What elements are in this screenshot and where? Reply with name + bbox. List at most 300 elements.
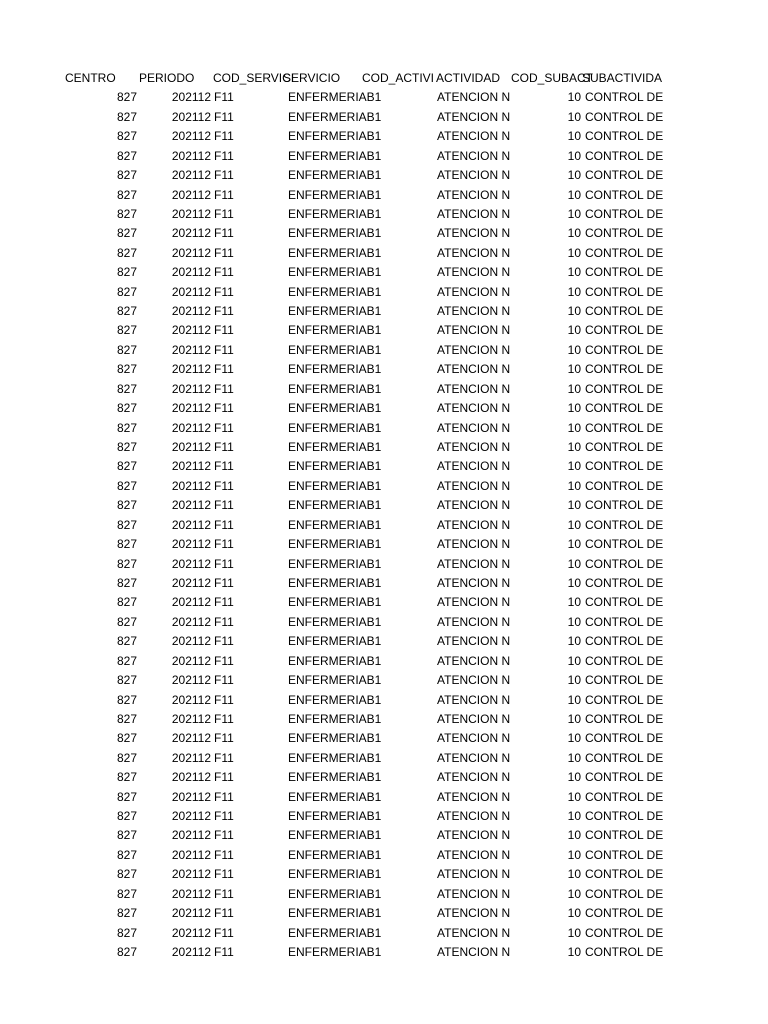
cell-periodo: 202112 — [171, 187, 211, 202]
cell-servicio: ENFERMERIAB1 — [288, 809, 382, 824]
cell-actividad: ATENCION N — [437, 401, 511, 416]
cell-cod-subactividad: 10 — [567, 809, 581, 824]
cell-cod-servicio: F11 — [214, 537, 234, 552]
cell-actividad: ATENCION N — [437, 459, 511, 474]
cell-actividad: ATENCION N — [437, 731, 511, 746]
cell-cod-servicio: F11 — [214, 556, 234, 571]
cell-actividad: ATENCION N — [437, 478, 511, 493]
table-row — [0, 516, 768, 535]
cell-cod-subactividad: 10 — [567, 109, 581, 124]
cell-actividad: ATENCION N — [437, 381, 511, 396]
cell-cod-servicio: F11 — [214, 711, 234, 726]
cell-subactividad: CONTROL DE — [585, 867, 664, 882]
table-row — [0, 729, 768, 748]
cell-actividad: ATENCION N — [437, 653, 511, 668]
cell-centro: 827 — [116, 653, 137, 668]
cell-cod-servicio: F11 — [214, 401, 234, 416]
cell-actividad: ATENCION N — [437, 187, 511, 202]
cell-cod-servicio: F11 — [214, 517, 234, 532]
cell-subactividad: CONTROL DE — [585, 440, 664, 455]
cell-actividad: ATENCION N — [437, 420, 511, 435]
cell-cod-servicio: F11 — [214, 90, 234, 105]
cell-cod-servicio: F11 — [214, 906, 234, 921]
cell-centro: 827 — [116, 90, 137, 105]
cell-centro: 827 — [116, 809, 137, 824]
cell-cod-servicio: F11 — [214, 944, 234, 959]
cell-servicio: ENFERMERIAB1 — [288, 537, 382, 552]
cell-centro: 827 — [116, 595, 137, 610]
cell-centro: 827 — [116, 168, 137, 183]
cell-subactividad: CONTROL DE — [585, 692, 664, 707]
table-row — [0, 632, 768, 651]
cell-cod-subactividad: 10 — [567, 226, 581, 241]
cell-cod-servicio: F11 — [214, 809, 234, 824]
cell-servicio: ENFERMERIAB1 — [288, 440, 382, 455]
cell-cod-servicio: F11 — [214, 575, 234, 590]
cell-cod-servicio: F11 — [214, 440, 234, 455]
cell-servicio: ENFERMERIAB1 — [288, 265, 382, 280]
cell-subactividad: CONTROL DE — [585, 304, 664, 319]
cell-actividad: ATENCION N — [437, 614, 511, 629]
cell-servicio: ENFERMERIAB1 — [288, 304, 382, 319]
table-row — [0, 535, 768, 554]
cell-cod-servicio: F11 — [214, 148, 234, 163]
cell-servicio: ENFERMERIAB1 — [288, 206, 382, 221]
cell-cod-servicio: F11 — [214, 206, 234, 221]
cell-cod-subactividad: 10 — [567, 245, 581, 260]
cell-servicio: ENFERMERIAB1 — [288, 731, 382, 746]
cell-subactividad: CONTROL DE — [585, 362, 664, 377]
cell-periodo: 202112 — [171, 867, 211, 882]
cell-subactividad: CONTROL DE — [585, 944, 664, 959]
cell-centro: 827 — [116, 381, 137, 396]
cell-periodo: 202112 — [171, 129, 211, 144]
cell-subactividad: CONTROL DE — [585, 789, 664, 804]
cell-subactividad: CONTROL DE — [585, 750, 664, 765]
cell-cod-servicio: F11 — [214, 867, 234, 882]
table-row — [0, 224, 768, 243]
cell-actividad: ATENCION N — [437, 886, 511, 901]
cell-subactividad: CONTROL DE — [585, 886, 664, 901]
cell-cod-subactividad: 10 — [567, 634, 581, 649]
cell-centro: 827 — [116, 323, 137, 338]
table-row — [0, 457, 768, 476]
cell-centro: 827 — [116, 420, 137, 435]
cell-centro: 827 — [116, 750, 137, 765]
cell-cod-servicio: F11 — [214, 692, 234, 707]
cell-servicio: ENFERMERIAB1 — [288, 168, 382, 183]
cell-cod-subactividad: 10 — [567, 148, 581, 163]
cell-servicio: ENFERMERIAB1 — [288, 886, 382, 901]
cell-periodo: 202112 — [171, 206, 211, 221]
cell-cod-servicio: F11 — [214, 284, 234, 299]
cell-servicio: ENFERMERIAB1 — [288, 556, 382, 571]
cell-subactividad: CONTROL DE — [585, 381, 664, 396]
cell-servicio: ENFERMERIAB1 — [288, 517, 382, 532]
cell-cod-subactividad: 10 — [567, 750, 581, 765]
table-row — [0, 88, 768, 107]
cell-cod-subactividad: 10 — [567, 575, 581, 590]
cell-cod-subactividad: 10 — [567, 459, 581, 474]
cell-periodo: 202112 — [171, 381, 211, 396]
cell-actividad: ATENCION N — [437, 206, 511, 221]
cell-actividad: ATENCION N — [437, 789, 511, 804]
cell-centro: 827 — [116, 304, 137, 319]
cell-servicio: ENFERMERIAB1 — [288, 187, 382, 202]
table-row — [0, 710, 768, 729]
cell-servicio: ENFERMERIAB1 — [288, 673, 382, 688]
cell-periodo: 202112 — [171, 614, 211, 629]
table-row — [0, 399, 768, 418]
cell-cod-servicio: F11 — [214, 381, 234, 396]
cell-cod-subactividad: 10 — [567, 304, 581, 319]
cell-cod-subactividad: 10 — [567, 168, 581, 183]
cell-servicio: ENFERMERIAB1 — [288, 750, 382, 765]
cell-periodo: 202112 — [171, 362, 211, 377]
cell-actividad: ATENCION N — [437, 440, 511, 455]
cell-servicio: ENFERMERIAB1 — [288, 381, 382, 396]
cell-cod-servicio: F11 — [214, 187, 234, 202]
cell-cod-subactividad: 10 — [567, 789, 581, 804]
header-actividad: ACTIVIDAD — [436, 71, 501, 85]
cell-periodo: 202112 — [171, 226, 211, 241]
header-row — [0, 69, 768, 88]
cell-actividad: ATENCION N — [437, 168, 511, 183]
cell-actividad: ATENCION N — [437, 323, 511, 338]
cell-centro: 827 — [116, 265, 137, 280]
table-row — [0, 380, 768, 399]
cell-servicio: ENFERMERIAB1 — [288, 692, 382, 707]
cell-subactividad: CONTROL DE — [585, 575, 664, 590]
header-centro: CENTRO — [65, 71, 116, 85]
header-subactividad: SUBACTIVIDA — [582, 71, 663, 85]
cell-centro: 827 — [116, 731, 137, 746]
cell-centro: 827 — [116, 109, 137, 124]
cell-cod-servicio: F11 — [214, 789, 234, 804]
cell-actividad: ATENCION N — [437, 362, 511, 377]
cell-actividad: ATENCION N — [437, 537, 511, 552]
cell-actividad: ATENCION N — [437, 342, 511, 357]
table-row — [0, 768, 768, 787]
cell-periodo: 202112 — [171, 304, 211, 319]
cell-subactividad: CONTROL DE — [585, 925, 664, 940]
cell-cod-subactividad: 10 — [567, 362, 581, 377]
cell-actividad: ATENCION N — [437, 692, 511, 707]
cell-subactividad: CONTROL DE — [585, 265, 664, 280]
cell-centro: 827 — [116, 498, 137, 513]
table-row — [0, 826, 768, 845]
cell-cod-subactividad: 10 — [567, 401, 581, 416]
cell-cod-servicio: F11 — [214, 770, 234, 785]
cell-centro: 827 — [116, 673, 137, 688]
cell-cod-servicio: F11 — [214, 323, 234, 338]
cell-periodo: 202112 — [171, 109, 211, 124]
cell-subactividad: CONTROL DE — [585, 537, 664, 552]
cell-periodo: 202112 — [171, 944, 211, 959]
cell-centro: 827 — [116, 847, 137, 862]
cell-subactividad: CONTROL DE — [585, 187, 664, 202]
cell-cod-subactividad: 10 — [567, 595, 581, 610]
cell-subactividad: CONTROL DE — [585, 634, 664, 649]
cell-centro: 827 — [116, 828, 137, 843]
table-row — [0, 593, 768, 612]
cell-cod-servicio: F11 — [214, 731, 234, 746]
cell-subactividad: CONTROL DE — [585, 109, 664, 124]
cell-cod-subactividad: 10 — [567, 925, 581, 940]
cell-cod-subactividad: 10 — [567, 478, 581, 493]
cell-servicio: ENFERMERIAB1 — [288, 925, 382, 940]
cell-actividad: ATENCION N — [437, 847, 511, 862]
table-row — [0, 205, 768, 224]
cell-servicio: ENFERMERIAB1 — [288, 867, 382, 882]
cell-actividad: ATENCION N — [437, 867, 511, 882]
table-row — [0, 127, 768, 146]
cell-cod-servicio: F11 — [214, 109, 234, 124]
cell-cod-subactividad: 10 — [567, 517, 581, 532]
cell-subactividad: CONTROL DE — [585, 284, 664, 299]
cell-cod-subactividad: 10 — [567, 770, 581, 785]
cell-subactividad: CONTROL DE — [585, 401, 664, 416]
cell-periodo: 202112 — [171, 284, 211, 299]
cell-servicio: ENFERMERIAB1 — [288, 847, 382, 862]
table-row — [0, 341, 768, 360]
cell-servicio: ENFERMERIAB1 — [288, 420, 382, 435]
cell-cod-servicio: F11 — [214, 886, 234, 901]
cell-servicio: ENFERMERIAB1 — [288, 575, 382, 590]
cell-periodo: 202112 — [171, 711, 211, 726]
cell-subactividad: CONTROL DE — [585, 420, 664, 435]
cell-centro: 827 — [116, 148, 137, 163]
table-row — [0, 749, 768, 768]
cell-actividad: ATENCION N — [437, 711, 511, 726]
cell-servicio: ENFERMERIAB1 — [288, 129, 382, 144]
cell-actividad: ATENCION N — [437, 944, 511, 959]
table-row — [0, 166, 768, 185]
cell-servicio: ENFERMERIAB1 — [288, 284, 382, 299]
cell-periodo: 202112 — [171, 459, 211, 474]
cell-periodo: 202112 — [171, 595, 211, 610]
cell-cod-subactividad: 10 — [567, 90, 581, 105]
cell-actividad: ATENCION N — [437, 595, 511, 610]
cell-cod-servicio: F11 — [214, 245, 234, 260]
cell-actividad: ATENCION N — [437, 575, 511, 590]
cell-actividad: ATENCION N — [437, 148, 511, 163]
cell-centro: 827 — [116, 284, 137, 299]
cell-actividad: ATENCION N — [437, 925, 511, 940]
cell-cod-subactividad: 10 — [567, 673, 581, 688]
table-row — [0, 691, 768, 710]
cell-cod-servicio: F11 — [214, 498, 234, 513]
cell-cod-subactividad: 10 — [567, 614, 581, 629]
cell-cod-servicio: F11 — [214, 362, 234, 377]
table-row — [0, 924, 768, 943]
cell-periodo: 202112 — [171, 828, 211, 843]
header-cod-actividad: COD_ACTIVI — [362, 71, 435, 85]
cell-subactividad: CONTROL DE — [585, 614, 664, 629]
cell-cod-subactividad: 10 — [567, 537, 581, 552]
cell-servicio: ENFERMERIAB1 — [288, 148, 382, 163]
table-row — [0, 574, 768, 593]
table-row — [0, 865, 768, 884]
cell-periodo: 202112 — [171, 634, 211, 649]
cell-centro: 827 — [116, 362, 137, 377]
table-row — [0, 904, 768, 923]
cell-subactividad: CONTROL DE — [585, 595, 664, 610]
cell-servicio: ENFERMERIAB1 — [288, 90, 382, 105]
table-row — [0, 283, 768, 302]
cell-cod-servicio: F11 — [214, 828, 234, 843]
cell-centro: 827 — [116, 770, 137, 785]
cell-servicio: ENFERMERIAB1 — [288, 711, 382, 726]
cell-subactividad: CONTROL DE — [585, 342, 664, 357]
cell-cod-servicio: F11 — [214, 847, 234, 862]
cell-servicio: ENFERMERIAB1 — [288, 614, 382, 629]
cell-actividad: ATENCION N — [437, 284, 511, 299]
cell-actividad: ATENCION N — [437, 517, 511, 532]
cell-cod-subactividad: 10 — [567, 323, 581, 338]
cell-periodo: 202112 — [171, 925, 211, 940]
cell-subactividad: CONTROL DE — [585, 226, 664, 241]
cell-cod-subactividad: 10 — [567, 440, 581, 455]
cell-periodo: 202112 — [171, 847, 211, 862]
cell-periodo: 202112 — [171, 342, 211, 357]
cell-cod-subactividad: 10 — [567, 381, 581, 396]
cell-cod-servicio: F11 — [214, 129, 234, 144]
cell-periodo: 202112 — [171, 440, 211, 455]
cell-centro: 827 — [116, 925, 137, 940]
cell-periodo: 202112 — [171, 537, 211, 552]
table-row — [0, 846, 768, 865]
cell-subactividad: CONTROL DE — [585, 653, 664, 668]
cell-servicio: ENFERMERIAB1 — [288, 906, 382, 921]
cell-cod-subactividad: 10 — [567, 847, 581, 862]
cell-cod-subactividad: 10 — [567, 944, 581, 959]
cell-centro: 827 — [116, 575, 137, 590]
cell-centro: 827 — [116, 886, 137, 901]
cell-periodo: 202112 — [171, 245, 211, 260]
cell-periodo: 202112 — [171, 517, 211, 532]
table-row — [0, 671, 768, 690]
table-row — [0, 360, 768, 379]
cell-actividad: ATENCION N — [437, 556, 511, 571]
cell-centro: 827 — [116, 187, 137, 202]
table-row — [0, 147, 768, 166]
cell-subactividad: CONTROL DE — [585, 498, 664, 513]
cell-centro: 827 — [116, 789, 137, 804]
cell-subactividad: CONTROL DE — [585, 90, 664, 105]
cell-periodo: 202112 — [171, 265, 211, 280]
cell-cod-subactividad: 10 — [567, 284, 581, 299]
cell-subactividad: CONTROL DE — [585, 517, 664, 532]
table-row — [0, 496, 768, 515]
header-cod-servicio: COD_SERVICI — [213, 71, 295, 85]
cell-actividad: ATENCION N — [437, 750, 511, 765]
cell-actividad: ATENCION N — [437, 245, 511, 260]
cell-subactividad: CONTROL DE — [585, 323, 664, 338]
cell-actividad: ATENCION N — [437, 109, 511, 124]
cell-periodo: 202112 — [171, 90, 211, 105]
table-row — [0, 807, 768, 826]
cell-actividad: ATENCION N — [437, 498, 511, 513]
cell-cod-servicio: F11 — [214, 304, 234, 319]
cell-centro: 827 — [116, 614, 137, 629]
cell-cod-servicio: F11 — [214, 342, 234, 357]
cell-cod-subactividad: 10 — [567, 206, 581, 221]
table-row — [0, 186, 768, 205]
cell-cod-subactividad: 10 — [567, 653, 581, 668]
header-periodo: PERIODO — [139, 71, 195, 85]
cell-subactividad: CONTROL DE — [585, 148, 664, 163]
cell-subactividad: CONTROL DE — [585, 459, 664, 474]
cell-subactividad: CONTROL DE — [585, 770, 664, 785]
table-row — [0, 244, 768, 263]
cell-centro: 827 — [116, 129, 137, 144]
table-row — [0, 477, 768, 496]
cell-servicio: ENFERMERIAB1 — [288, 226, 382, 241]
cell-subactividad: CONTROL DE — [585, 906, 664, 921]
table-body — [0, 88, 768, 962]
cell-cod-servicio: F11 — [214, 595, 234, 610]
table-row — [0, 438, 768, 457]
cell-cod-subactividad: 10 — [567, 556, 581, 571]
cell-subactividad: CONTROL DE — [585, 206, 664, 221]
cell-periodo: 202112 — [171, 401, 211, 416]
cell-servicio: ENFERMERIAB1 — [288, 109, 382, 124]
cell-cod-subactividad: 10 — [567, 265, 581, 280]
cell-cod-subactividad: 10 — [567, 692, 581, 707]
table-row — [0, 788, 768, 807]
cell-servicio: ENFERMERIAB1 — [288, 323, 382, 338]
cell-servicio: ENFERMERIAB1 — [288, 245, 382, 260]
spreadsheet-table — [0, 69, 768, 962]
cell-centro: 827 — [116, 226, 137, 241]
cell-cod-servicio: F11 — [214, 168, 234, 183]
cell-cod-servicio: F11 — [214, 634, 234, 649]
cell-centro: 827 — [116, 206, 137, 221]
cell-cod-servicio: F11 — [214, 226, 234, 241]
cell-centro: 827 — [116, 537, 137, 552]
cell-centro: 827 — [116, 711, 137, 726]
cell-periodo: 202112 — [171, 809, 211, 824]
cell-cod-subactividad: 10 — [567, 711, 581, 726]
cell-cod-subactividad: 10 — [567, 187, 581, 202]
cell-periodo: 202112 — [171, 575, 211, 590]
cell-cod-subactividad: 10 — [567, 828, 581, 843]
cell-actividad: ATENCION N — [437, 809, 511, 824]
cell-periodo: 202112 — [171, 906, 211, 921]
cell-subactividad: CONTROL DE — [585, 711, 664, 726]
cell-centro: 827 — [116, 634, 137, 649]
cell-cod-subactividad: 10 — [567, 731, 581, 746]
cell-cod-servicio: F11 — [214, 459, 234, 474]
cell-actividad: ATENCION N — [437, 770, 511, 785]
cell-centro: 827 — [116, 556, 137, 571]
cell-cod-subactividad: 10 — [567, 498, 581, 513]
cell-servicio: ENFERMERIAB1 — [288, 478, 382, 493]
cell-periodo: 202112 — [171, 750, 211, 765]
table-row — [0, 943, 768, 962]
cell-centro: 827 — [116, 401, 137, 416]
cell-periodo: 202112 — [171, 653, 211, 668]
cell-actividad: ATENCION N — [437, 673, 511, 688]
cell-periodo: 202112 — [171, 886, 211, 901]
cell-actividad: ATENCION N — [437, 90, 511, 105]
table-row — [0, 263, 768, 282]
cell-servicio: ENFERMERIAB1 — [288, 595, 382, 610]
cell-subactividad: CONTROL DE — [585, 478, 664, 493]
table-row — [0, 613, 768, 632]
cell-cod-subactividad: 10 — [567, 867, 581, 882]
